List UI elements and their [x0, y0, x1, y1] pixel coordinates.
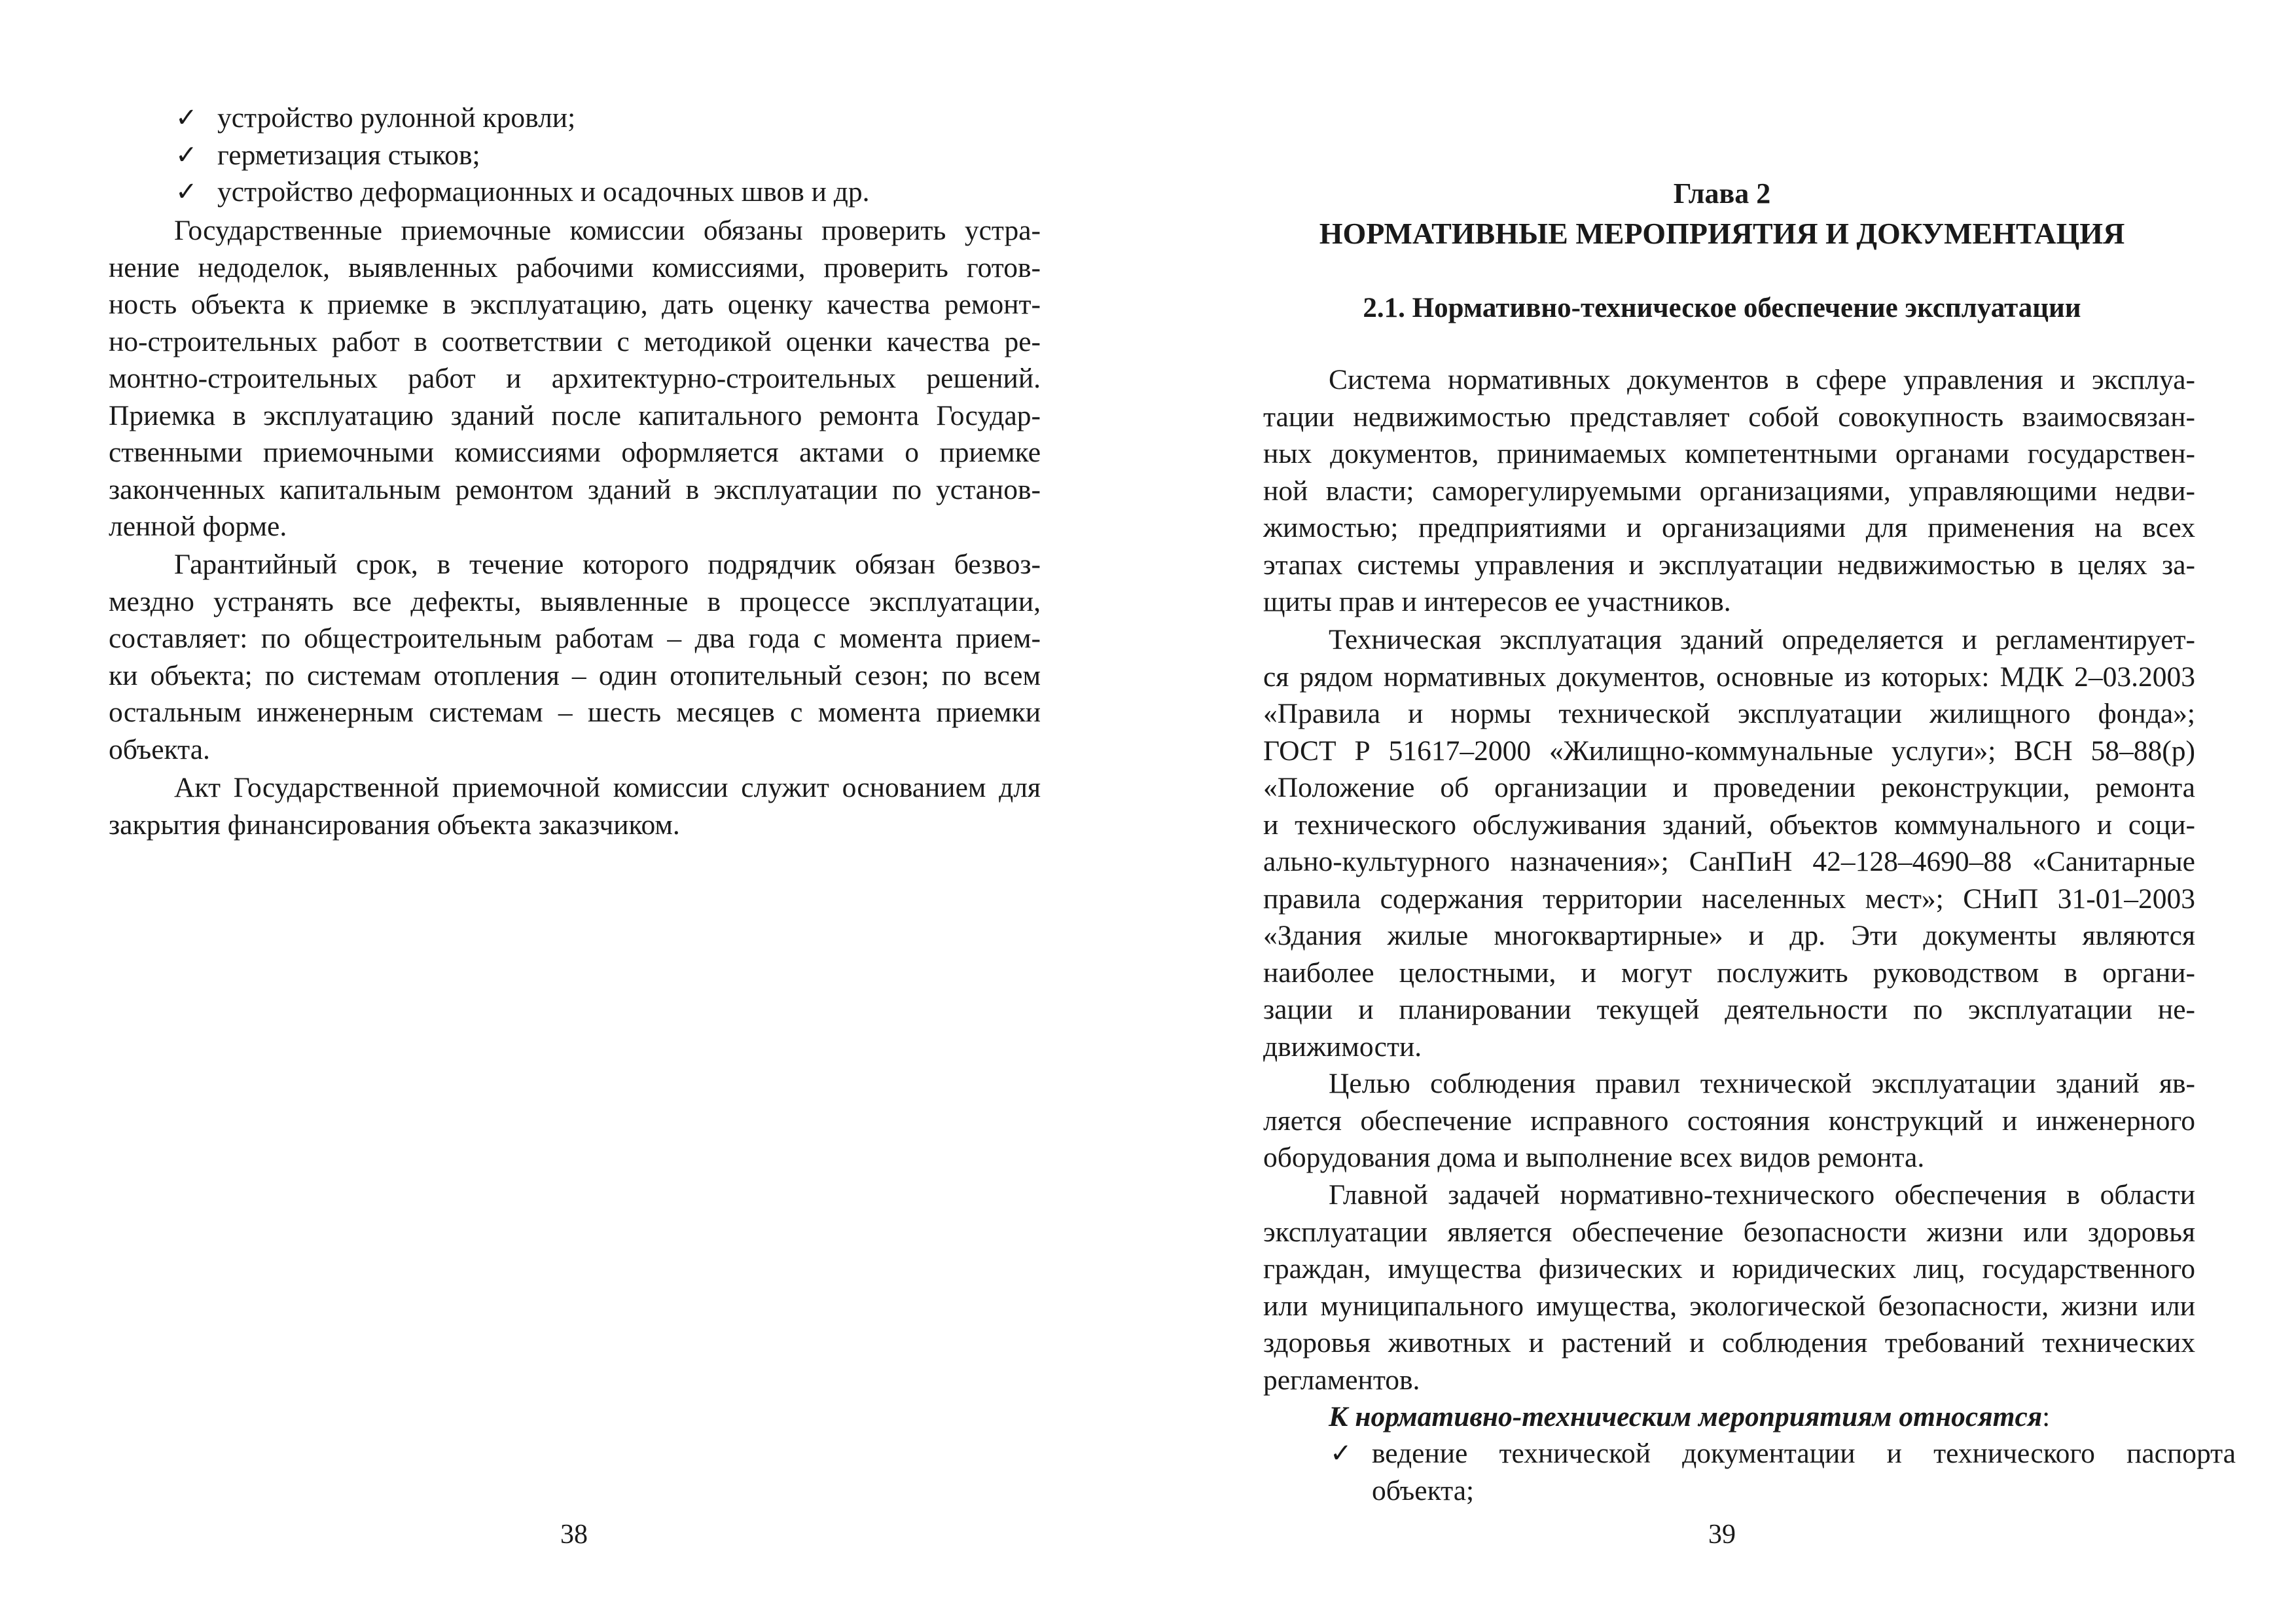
checkmark-icon: ✓	[175, 103, 198, 133]
line: устройство рулонной кровли;	[217, 102, 576, 134]
line: закрытия финансирования объекта заказчиком.	[109, 809, 680, 841]
paragraph	[109, 769, 1041, 843]
page-number: 39	[1708, 1520, 1736, 1550]
list-item	[175, 173, 1107, 211]
line: остальным инженерным системам – шесть месяцев с момента приемки	[109, 697, 1041, 728]
list-intro-emphasis: К нормативно-техническим мероприятиям относятся	[1329, 1401, 2043, 1432]
line: мездно устранять все дефекты, выявленные в процессе эксплуатации,	[109, 585, 1041, 617]
line: ГОСТ Р 51617–2000 «Жилищно-коммунальные услуги»; ВСН 58–88(р)	[1263, 735, 2195, 767]
line: объекта;	[1372, 1474, 1475, 1506]
chapter-label: Глава 2	[1673, 177, 1771, 210]
paragraph	[109, 546, 1041, 768]
list-item	[175, 137, 1107, 174]
line: «Правила и нормы технической эксплуатации жилищного фонда»;	[1263, 698, 2195, 729]
line: но-строительных работ в соответствии с методикой оценки качества ре-	[109, 325, 1041, 357]
line: ляется обеспечение исправного состояния конструкций и инженерного	[1263, 1104, 2195, 1137]
line: ственными приемочными комиссиями оформляется актами о приемке	[109, 437, 1041, 468]
line: «Здания жилые многоквартирные» и др. Эти документы являются	[1263, 920, 2195, 951]
checkmark-icon: ✓	[1330, 1438, 1352, 1468]
line: составляет: по общестроительным работам – два года с момента прием-	[109, 623, 1041, 654]
paragraph	[1263, 621, 2195, 1065]
line: ность объекта к приемке в эксплуатацию, дать оценку качества ремонт-	[109, 289, 1041, 320]
page-number: 38	[560, 1520, 588, 1550]
line: герметизация стыков;	[217, 139, 480, 171]
line: ально-культурного назначения»; СанПиН 42–128–4690–88 «Санитарные	[1263, 846, 2195, 877]
line: монтно-строительных работ и архитектурно-строительных решений.	[109, 363, 1041, 394]
line: ки объекта; по системам отопления – один отопительный сезон; по всем	[109, 659, 1041, 691]
checkmark-icon: ✓	[175, 177, 198, 207]
line: Целью соблюдения правил технической эксплуатации зданий яв-	[1329, 1068, 2195, 1099]
line: Система нормативных документов в сфере управления и эксплуа-	[1329, 364, 2195, 395]
line: Приемка в эксплуатацию зданий после капитального ремонта Государ-	[109, 399, 1041, 431]
line: ся рядом нормативных документов, основные из которых: МДК 2–03.2003	[1263, 661, 2195, 693]
line: зации и планировании текущей деятельности по эксплуатации не-	[1263, 994, 2195, 1025]
line: этапах системы управления и эксплуатации недвижимостью в целях за-	[1263, 549, 2195, 581]
line: объекта.	[109, 733, 210, 765]
line: законченных капитальным ремонтом зданий в эксплуатации по установ-	[109, 473, 1041, 505]
checkmark-icon: ✓	[175, 139, 198, 170]
paragraph	[1263, 361, 2195, 621]
line: движимости.	[1263, 1030, 1422, 1063]
list-item	[175, 100, 1107, 137]
page-right	[1148, 0, 2296, 1623]
list-item	[1330, 1435, 2262, 1509]
line: регламентов.	[1263, 1364, 1420, 1396]
chapter-title: НОРМАТИВНЫЕ МЕРОПРИЯТИЯ И ДОКУМЕНТАЦИЯ	[1319, 217, 2125, 250]
section-title: 2.1. Нормативно-техническое обеспечение эксплуатации	[1363, 293, 2081, 323]
line: нение недоделок, выявленных рабочими комиссиями, проверить готов-	[109, 251, 1041, 283]
line: тации недвижимостью представляет собой совокупность взаимосвязан-	[1263, 401, 2195, 433]
paragraph	[1263, 1176, 2195, 1398]
paragraph	[109, 212, 1041, 545]
line: щиты прав и интересов ее участников.	[1263, 586, 1731, 617]
line: эксплуатации является обеспечение безопасности жизни или здоровья	[1263, 1216, 2195, 1248]
line: правила содержания территории населенных мест»; СНиП 31-01–2003	[1263, 883, 2195, 915]
left-bullet-list	[109, 100, 1041, 211]
paragraph	[1263, 1065, 2195, 1176]
line: ленной форме.	[109, 511, 287, 542]
list-intro-colon: :	[2042, 1401, 2051, 1432]
line: ведение технической документации и технического паспорта	[1372, 1438, 2236, 1469]
list-intro	[1263, 1398, 2195, 1436]
line: устройство деформационных и осадочных швов и др.	[217, 176, 870, 208]
line: Государственные приемочные комиссии обязаны проверить устра-	[174, 215, 1041, 246]
line: граждан, имущества физических и юридических лиц, государственного	[1263, 1253, 2195, 1285]
line: ных документов, принимаемых компетентными органами государствен-	[1263, 438, 2195, 469]
right-bullet-list	[1263, 1435, 2236, 1509]
line: оборудования дома и выполнение всех видов ремонта.	[1263, 1142, 1925, 1173]
line: Главной задачей нормативно-технического обеспечения в области	[1329, 1179, 2195, 1211]
line: или муниципального имущества, экологической безопасности, жизни или	[1263, 1290, 2195, 1322]
line: ной власти; саморегулируемыми организациями, управляющими недви-	[1263, 475, 2195, 507]
line: и технического обслуживания зданий, объектов коммунального и соци-	[1263, 809, 2195, 841]
line: здоровья животных и растений и соблюдения требований технических	[1263, 1327, 2195, 1359]
line: Техническая эксплуатация зданий определяется и регламентирует-	[1329, 624, 2195, 655]
line	[1263, 1398, 2195, 1436]
line: Акт Государственной приемочной комиссии служит основанием для	[174, 772, 1041, 803]
line: наиболее целостными, и могут послужить руководством в органи-	[1263, 957, 2195, 989]
line: жимостью; предприятиями и организациями для применения на всех	[1263, 512, 2195, 543]
line: «Положение об организации и проведении реконструкции, ремонта	[1263, 772, 2195, 803]
line: Гарантийный срок, в течение которого подрядчик обязан безвоз-	[174, 549, 1041, 580]
